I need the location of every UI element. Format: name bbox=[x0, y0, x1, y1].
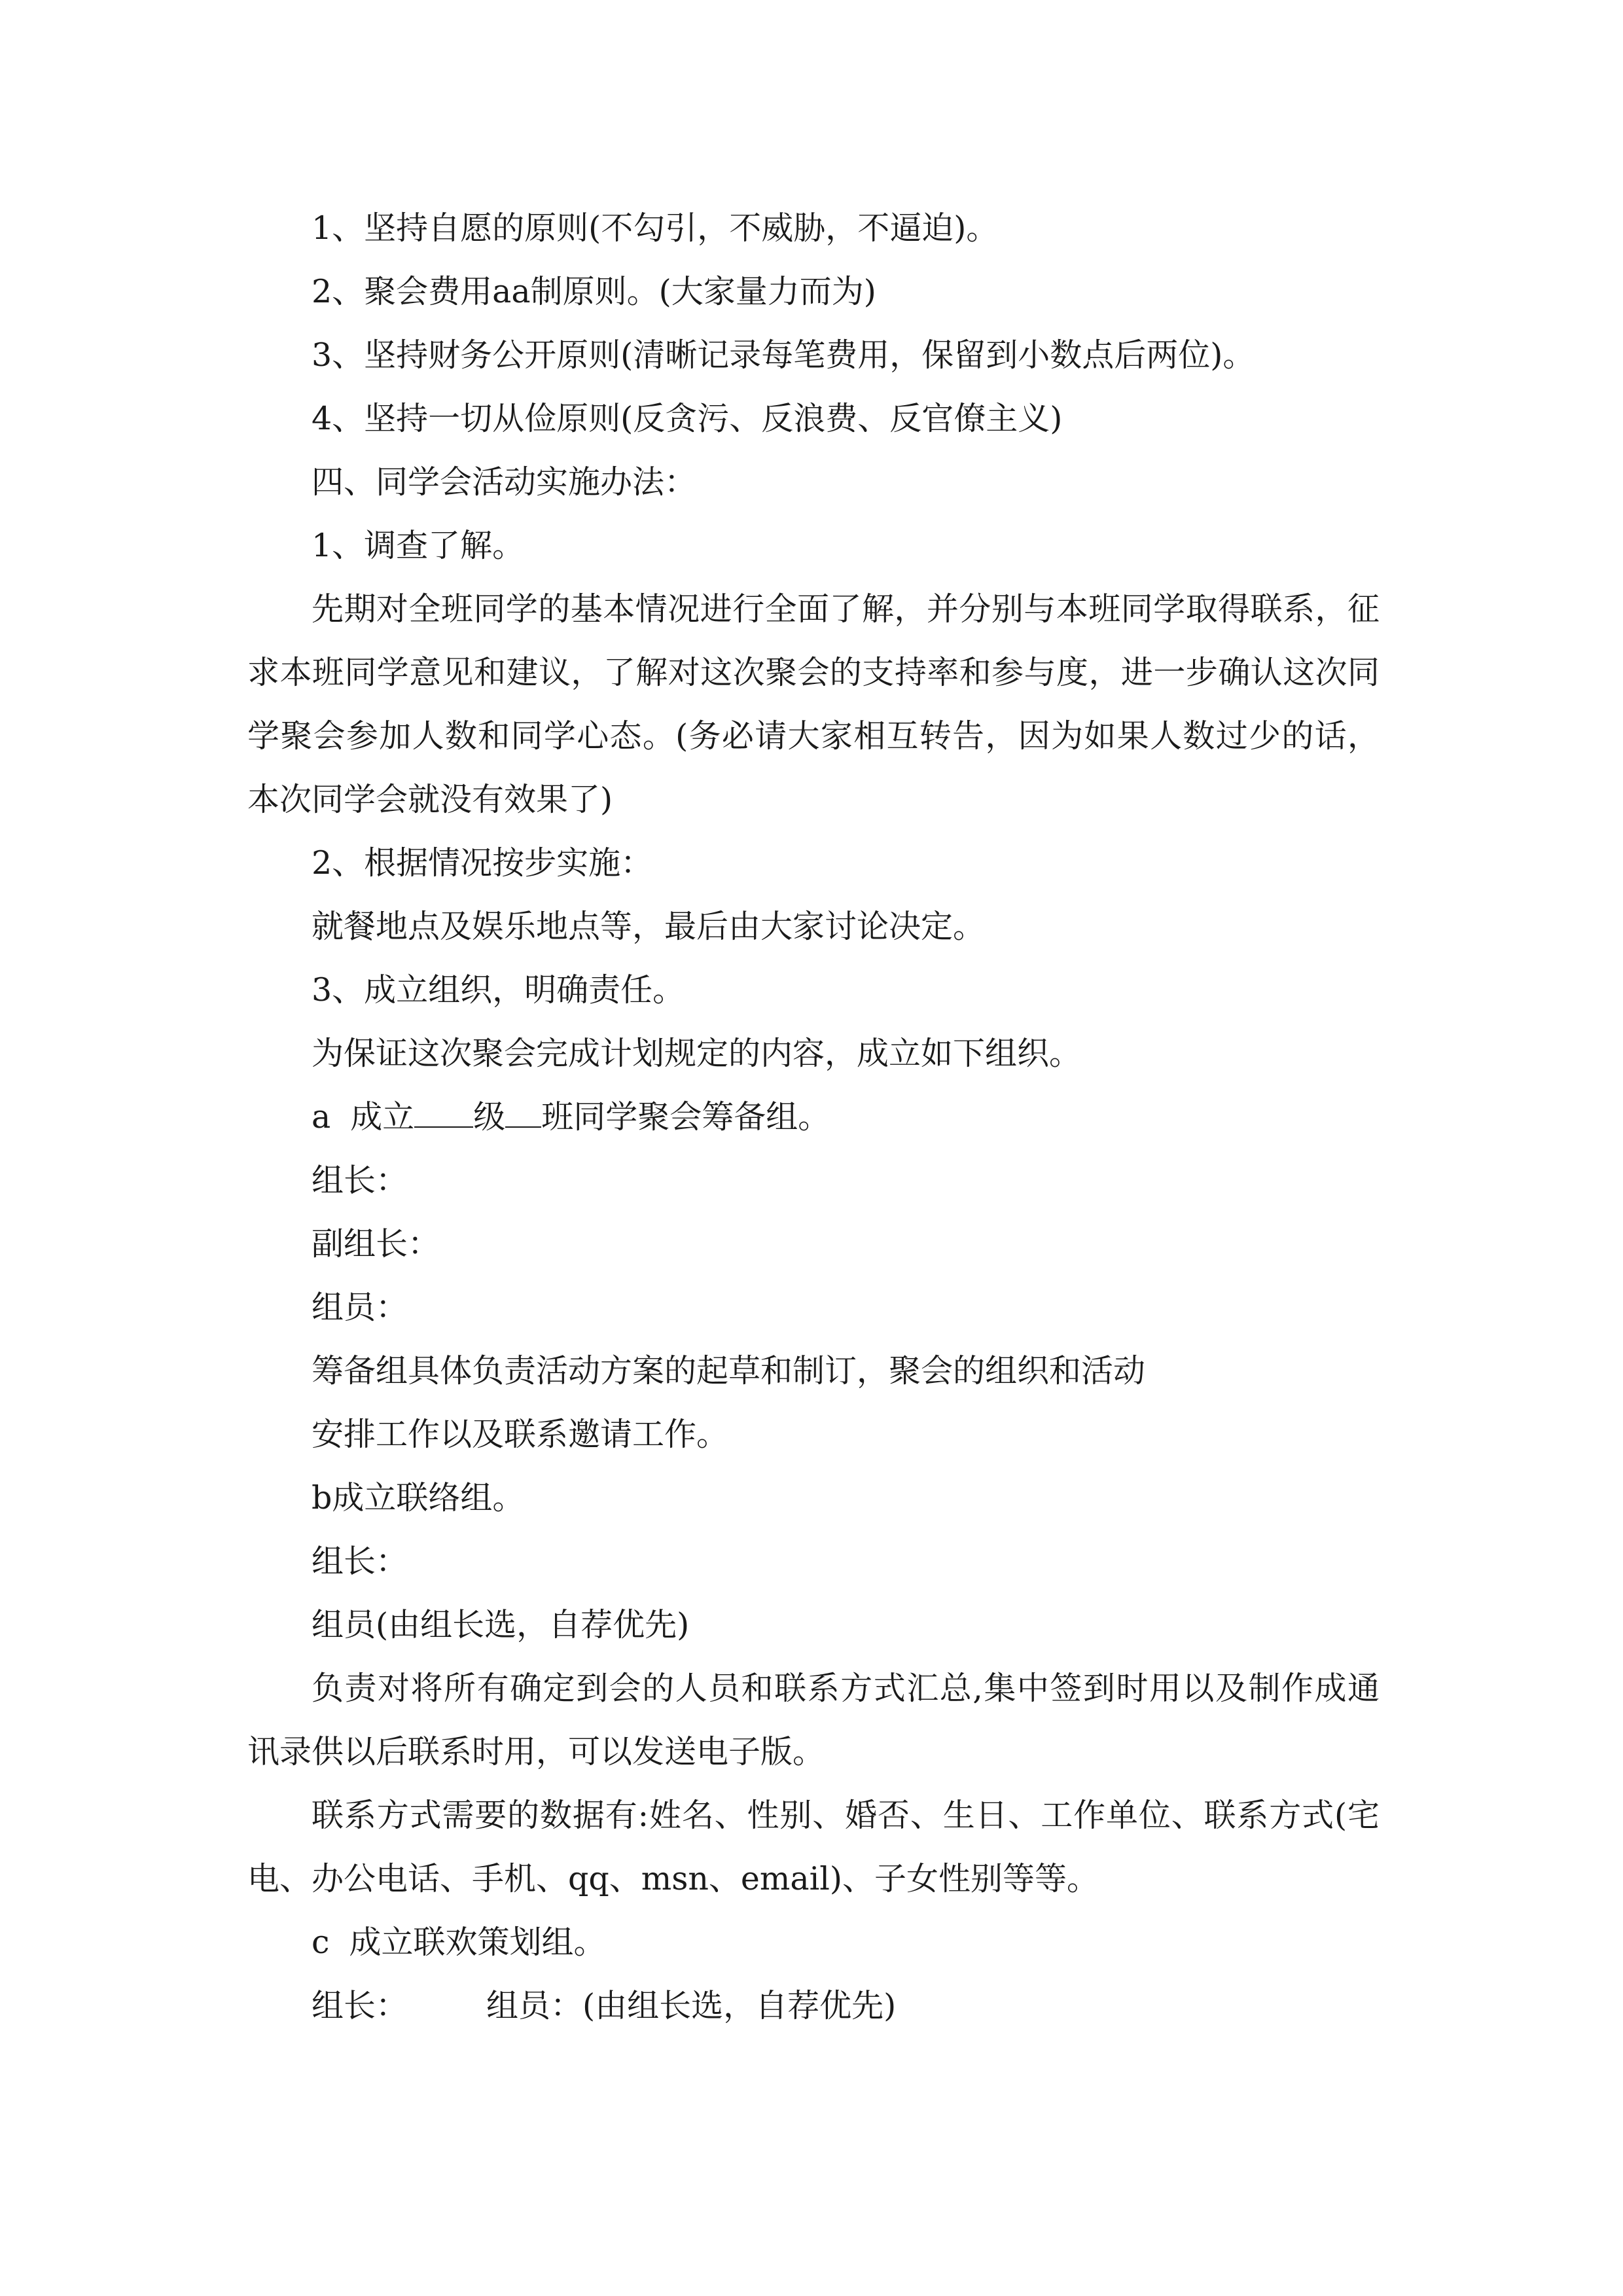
step-3-text: 为保证这次聚会完成计划规定的内容，成立如下组织。 bbox=[312, 1035, 1082, 1072]
principle-2: 2、聚会费用aa制原则。(大家量力而为) bbox=[312, 273, 876, 310]
grade-blank bbox=[414, 1100, 473, 1128]
principle-1: 1、坚持自愿的原则(不勾引，不威胁，不逼迫)。 bbox=[312, 209, 999, 247]
group-a-prefix: a bbox=[312, 1098, 331, 1136]
group-a-heading bbox=[247, 1085, 1380, 1149]
group-b-leader: 组长： bbox=[312, 1543, 408, 1580]
group-a-leader: 组长： bbox=[312, 1162, 408, 1199]
group-c-leader: 组长： bbox=[312, 1987, 408, 2024]
document-body bbox=[247, 196, 1380, 2037]
step-3-heading: 3、成立组织，明确责任。 bbox=[312, 971, 685, 1009]
step-1-heading: 1、调查了解。 bbox=[312, 527, 525, 564]
section-heading-4: 四、同学会活动实施办法： bbox=[312, 463, 697, 501]
contact-data-paragraph: 联系方式需要的数据有:姓名、性别、婚否、生日、工作单位、联系方式(宅电、办公电话、手机、qq、msn、email)、子女性别等等。 bbox=[247, 1797, 1380, 1897]
group-a-text-3: 班同学聚会筹备组。 bbox=[541, 1098, 830, 1136]
group-c-members: 组员：(由组长选，自荐优先) bbox=[486, 1987, 897, 2024]
group-a-text-1: 成立 bbox=[350, 1098, 415, 1136]
group-c-text: 成立联欢策划组。 bbox=[349, 1924, 606, 1961]
group-b-duty-paragraph: 负责对将所有确定到会的人员和联系方式汇总,集中签到时用以及制作成通讯录供以后联系时用，可以发送电子版。 bbox=[247, 1670, 1380, 1770]
principle-4: 4、坚持一切从俭原则(反贪污、反浪费、反官僚主义) bbox=[312, 400, 1063, 437]
group-a-deputy: 副组长： bbox=[312, 1225, 440, 1263]
group-c-heading bbox=[247, 1910, 1380, 1974]
group-b-members: 组员(由组长选，自荐优先) bbox=[312, 1606, 690, 1643]
step-2-heading: 2、根据情况按步实施： bbox=[312, 844, 653, 882]
principle-3: 3、坚持财务公开原则(清晰记录每笔费用，保留到小数点后两位)。 bbox=[312, 336, 1255, 374]
step-2-text: 就餐地点及娱乐地点等，最后由大家讨论决定。 bbox=[312, 908, 986, 945]
group-a-members: 组员： bbox=[312, 1289, 408, 1326]
group-c-roles bbox=[247, 1974, 1380, 2037]
group-a-text-2: 级 bbox=[473, 1098, 506, 1136]
group-a-duty-1: 筹备组具体负责活动方案的起草和制订，聚会的组织和活动 bbox=[312, 1352, 1146, 1390]
step-1-paragraph: 先期对全班同学的基本情况进行全面了解，并分别与本班同学取得联系，征求本班同学意见和建议，了解对这次聚会的支持率和参与度，进一步确认这次同学聚会参加人数和同学心态。(务必请大家相互转告，因为如果人数过少的话，本次同学会就没有效果了) bbox=[247, 590, 1380, 818]
group-a-duty-2: 安排工作以及联系邀请工作。 bbox=[312, 1416, 729, 1453]
group-c-prefix: c bbox=[312, 1924, 330, 1961]
group-b-heading: b成立联络组。 bbox=[312, 1479, 525, 1516]
class-blank bbox=[505, 1100, 541, 1128]
